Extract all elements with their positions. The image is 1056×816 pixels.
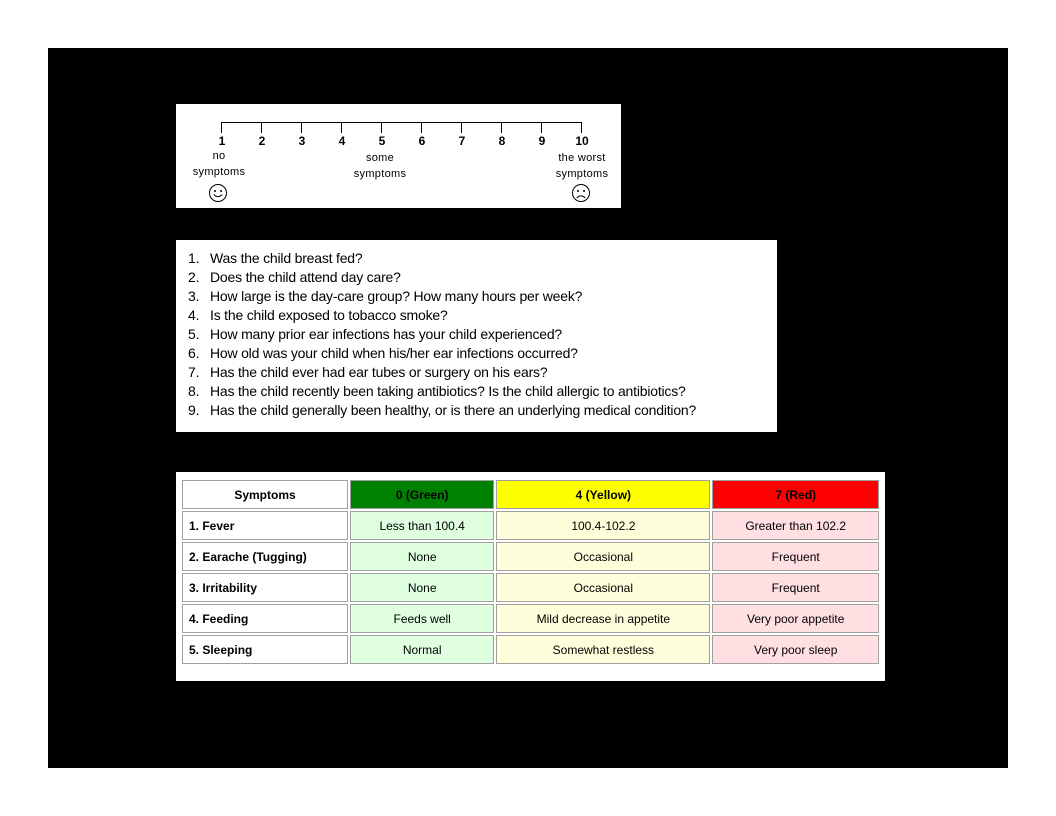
green-cell: Feeds well: [350, 604, 494, 633]
table-header-row: [182, 480, 879, 509]
question-item: [188, 382, 696, 401]
question-number: 7.: [188, 364, 200, 380]
scale-number: 10: [575, 134, 589, 148]
scale-axis-line: [221, 122, 581, 123]
frowning-face-icon: [571, 183, 591, 203]
question-number: 8.: [188, 383, 200, 399]
red-cell: Very poor sleep: [712, 635, 879, 664]
question-item: [188, 363, 696, 382]
scale-tick: [261, 122, 262, 133]
scale-tick: [461, 122, 462, 133]
green-cell: None: [350, 573, 494, 602]
scale-tick: [541, 122, 542, 133]
question-text: How old was your child when his/her ear infections occurred?: [210, 345, 578, 361]
question-number: 5.: [188, 326, 200, 342]
scale-number: 4: [338, 134, 346, 148]
question-text: How large is the day-care group? How many hours per week?: [210, 288, 583, 304]
scale-tick: [381, 122, 382, 133]
symptom-scale-panel: [176, 104, 621, 208]
header-symptoms: Symptoms: [182, 480, 348, 509]
question-item: [188, 344, 696, 363]
scale-tick: [501, 122, 502, 133]
symptom-score-table: [180, 478, 881, 666]
table-row: [182, 542, 879, 571]
question-text: Has the child recently been taking antibiotics? Is the child allergic to antibiotics?: [210, 383, 686, 399]
yellow-cell: 100.4-102.2: [496, 511, 710, 540]
symptom-cell: 2. Earache (Tugging): [182, 542, 348, 571]
question-number: 6.: [188, 345, 200, 361]
history-questions-panel: [176, 240, 777, 432]
question-item: [188, 268, 696, 287]
scale-number: 8: [498, 134, 506, 148]
scale-mid-label: some symptoms: [353, 152, 407, 180]
yellow-cell: Somewhat restless: [496, 635, 710, 664]
question-text: How many prior ear infections has your child experienced?: [210, 326, 563, 342]
question-number: 2.: [188, 269, 200, 285]
question-text: Does the child attend day care?: [210, 269, 401, 285]
scale-number: 5: [378, 134, 386, 148]
table-row: [182, 511, 879, 540]
scale-tick: [421, 122, 422, 133]
symptom-cell: 5. Sleeping: [182, 635, 348, 664]
symptom-cell: 1. Fever: [182, 511, 348, 540]
red-cell: Very poor appetite: [712, 604, 879, 633]
question-item: [188, 249, 696, 268]
question-text: Is the child exposed to tobacco smoke?: [210, 307, 448, 323]
symptom-table-panel: [176, 472, 885, 681]
red-cell: Frequent: [712, 573, 879, 602]
scale-number: 6: [418, 134, 426, 148]
green-cell: None: [350, 542, 494, 571]
question-item: [188, 306, 696, 325]
scale-number: 2: [258, 134, 266, 148]
question-number: 1.: [188, 250, 200, 266]
red-cell: Greater than 102.2: [712, 511, 879, 540]
table-row: [182, 573, 879, 602]
question-text: Was the child breast fed?: [210, 250, 363, 266]
scale-number: 7: [458, 134, 466, 148]
smiley-face-icon: [208, 183, 228, 203]
question-item: [188, 287, 696, 306]
scale-tick: [341, 122, 342, 133]
header-red: 7 (Red): [712, 480, 879, 509]
scale-tick: [221, 122, 222, 133]
symptom-cell: 4. Feeding: [182, 604, 348, 633]
table-row: [182, 604, 879, 633]
scale-number: 3: [298, 134, 306, 148]
question-item: [188, 401, 696, 420]
red-cell: Frequent: [712, 542, 879, 571]
question-text: Has the child generally been healthy, or is there an underlying medical condition?: [210, 402, 697, 418]
question-item: [188, 325, 696, 344]
table-row: [182, 635, 879, 664]
symptom-cell: 3. Irritability: [182, 573, 348, 602]
header-green: 0 (Green): [350, 480, 494, 509]
scale-number: 1: [218, 134, 226, 148]
green-cell: Less than 100.4: [350, 511, 494, 540]
questions-list: [188, 249, 696, 420]
question-number: 9.: [188, 402, 200, 418]
yellow-cell: Occasional: [496, 542, 710, 571]
green-cell: Normal: [350, 635, 494, 664]
question-number: 4.: [188, 307, 200, 323]
yellow-cell: Mild decrease in appetite: [496, 604, 710, 633]
scale-tick: [581, 122, 582, 133]
header-yellow: 4 (Yellow): [496, 480, 710, 509]
yellow-cell: Occasional: [496, 573, 710, 602]
scale-number: 9: [538, 134, 546, 148]
scale-tick: [301, 122, 302, 133]
question-number: 3.: [188, 288, 200, 304]
question-text: Has the child ever had ear tubes or surgery on his ears?: [210, 364, 548, 380]
scale-low-label: no symptoms: [192, 150, 246, 178]
scale-high-label: the worst symptoms: [555, 152, 609, 180]
